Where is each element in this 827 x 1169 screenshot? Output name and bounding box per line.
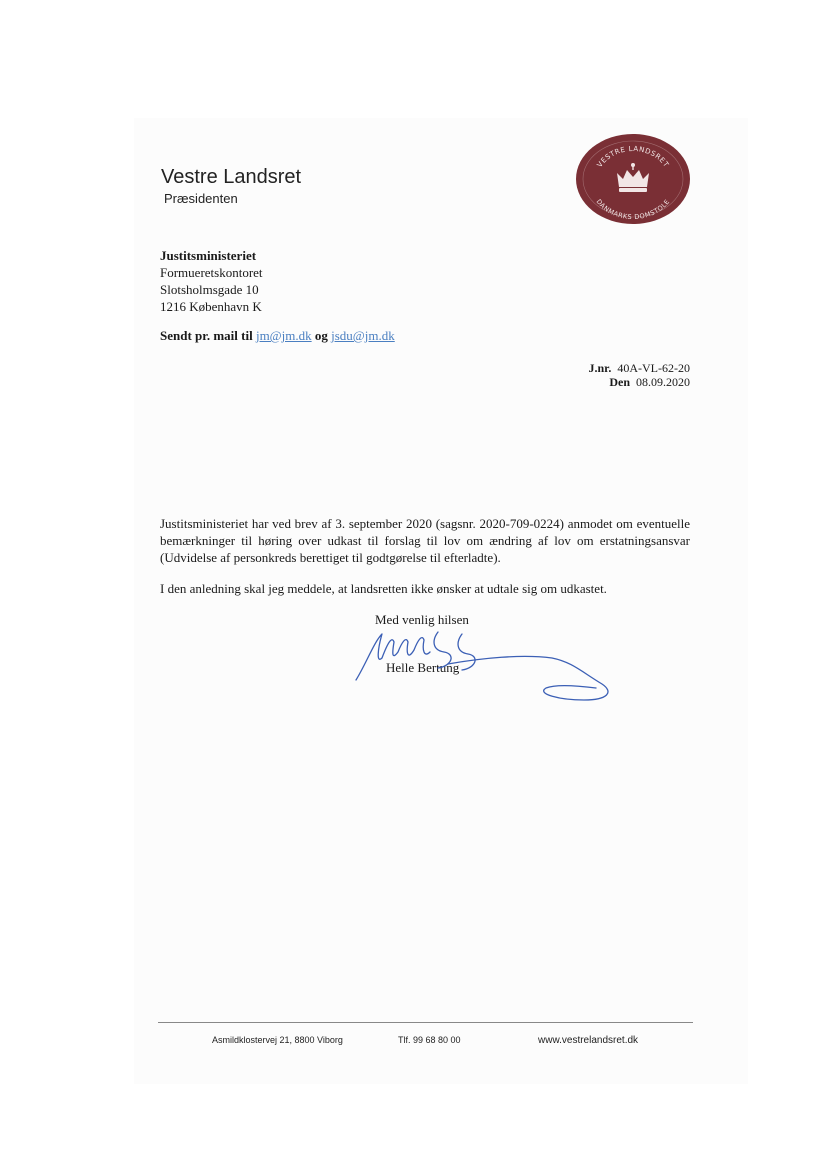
email-link-jsdu[interactable]: jsdu@jm.dk	[331, 328, 395, 343]
body-paragraph-1: Justitsministeriet har ved brev af 3. september 2020 (sagsnr. 2020-709-0224) anmodet om eventuelle bemærkninger til høring over udkast til forslag til lov om ændring af lov om erstatningsansvar (Udvidelse af personkreds berettiget til godtgørelse til efterladte).	[160, 516, 690, 565]
court-seal-logo	[575, 133, 691, 225]
recipient-line: 1216 København K	[160, 299, 262, 314]
recipient-line: Formueretskontoret	[160, 265, 263, 280]
recipient-line: Slotsholmsgade 10	[160, 282, 259, 297]
body-paragraph-2: I den anledning skal jeg meddele, at landsretten ikke ønsker at udtale sig om udkastet.	[160, 581, 607, 596]
sent-conjunction: og	[311, 328, 332, 343]
footer-address: Asmildklostervej 21, 8800 Viborg	[212, 1035, 343, 1045]
email-link-jm[interactable]: jm@jm.dk	[255, 328, 312, 343]
seal-top-text: VESTRE LANDSRET	[595, 144, 671, 169]
date-label: Den	[609, 375, 630, 389]
footer-phone: Tlf. 99 68 80 00	[398, 1035, 461, 1045]
reference-block	[588, 361, 690, 389]
seal-bottom-text: DANMARKS DOMSTOLE	[594, 197, 672, 222]
footer-website[interactable]: www.vestrelandsret.dk	[538, 1035, 639, 1046]
jnr-label: J.nr.	[588, 361, 612, 375]
sent-prefix: Sendt pr. mail til	[160, 328, 256, 343]
date-value: 08.09.2020	[636, 375, 690, 389]
sent-by-mail-line	[160, 328, 395, 344]
handwritten-signature	[352, 628, 622, 708]
jnr-value: 40A-VL-62-20	[617, 361, 690, 375]
recipient-address	[160, 247, 263, 315]
court-name: Vestre Landsret	[161, 166, 302, 188]
footer-divider	[158, 1022, 693, 1023]
court-subtitle: Præsidenten	[164, 191, 238, 206]
signatory-name: Helle Bertung	[386, 660, 460, 675]
recipient-line: Justitsministeriet	[160, 248, 257, 263]
closing-greeting: Med venlig hilsen	[375, 612, 469, 627]
